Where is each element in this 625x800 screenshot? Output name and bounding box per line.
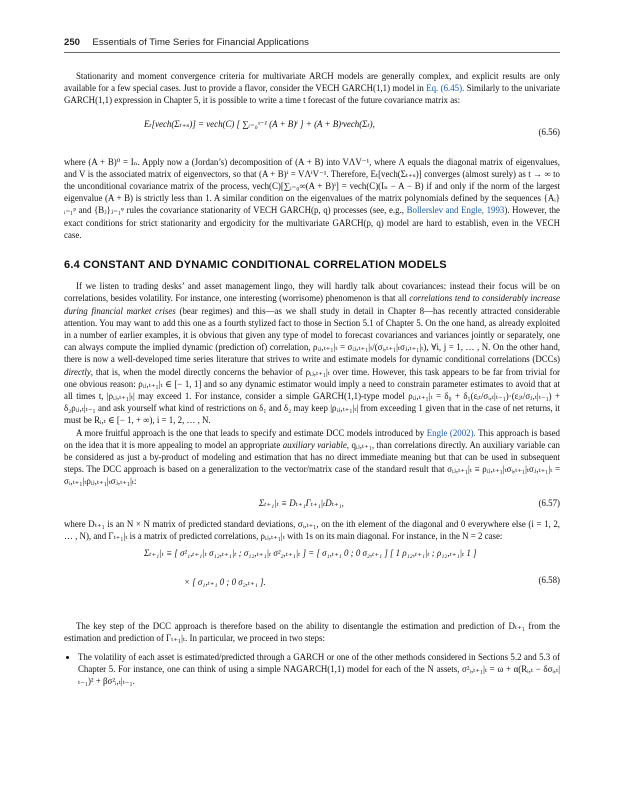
- paragraph-correlations: [64, 280, 560, 426]
- equation-6-58-line2: × [ σ₁,ₜ₊₁ 0 ; 0 σ₂,ₜ₊₁ ].: [184, 577, 266, 588]
- bollerslev-engle-link[interactable]: Bollerslev and Engle, 1993: [406, 205, 505, 216]
- para2-text-a: where (A + B)⁰ = Iₙ. Apply now a (Jordan’s) decomposition of (A + B) into VΛV⁻¹, where Λ equals the diagonal matrix of eigenvalues, and V is the associated matrix of eigenvectors, so that (A + B)ⁱ = VΛⁱV⁻¹. Therefore, Eₜ[vech(Σₜ₊ₛ)] converges (almost surely) as t → ∞ to the unconditional covariance matrix of the process, vech(C)[∑ᵢ₌₀∞(A + B)ⁱ] = vech(C)(Iₙ − A − B) if and only if the norm of the largest eigenvalue (A + B) is strictly less than 1. A similar condition on the eigenvalues of the matrix polynomials defined by the sequences {Aᵢ}ᵢ₌₁ᵖ and {Bⱼ}ⱼ₌₁ᵠ rules the covariance stationarity of VECH GARCH(p, q) processes (see, e.g.,: [64, 156, 560, 216]
- para1-text-b: Similarly to the univariate GARCH(1,1) expression in Chapter 5, it is possible to write a time t forecast of the future covariance matrix as:: [64, 83, 560, 106]
- equation-6-58-number: (6.58): [538, 575, 560, 586]
- list-item: • The volatility of each asset is estimated/predicted through a GARCH or one of the other methods considered in Sections 5.2 and 5.3 of Chapter 5. For instance, one can think of using a simple NAGARCH(1,1) model for each of the N assets, σ²ᵢ,ₜ₊₁|ₜ = ω + α(Rᵢ,ₜ − δσᵢ,ₜ|ₜ₋₁)² + βσ²ᵢ,ₜ|ₜ₋₁.: [78, 651, 560, 688]
- para4-emphasis: auxiliary variable: [282, 439, 347, 450]
- equation-6-57-body: Σₜ₊₁|ₜ ≡ Dₜ₊₁Γₜ₊₁|ₜDₜ₊₁,: [259, 497, 344, 508]
- para3-emphasis: correlations tend to considerably increase during financial market crises: [64, 293, 560, 316]
- para4-text-b: This approach is based on the idea that it is more appealing to model an appropriate: [64, 427, 560, 450]
- para3-emphasis-directly: directly: [64, 366, 91, 377]
- book-title: Essentials of Time Series for Financial Applications: [92, 37, 309, 48]
- para2-text-b: ). However, the exact conditions for strict stationarity and ergodicity for the multivariate GARCH(p, q) model are hard to establish, even in the VECH case.: [64, 205, 560, 240]
- equation-6-56-body: Eₜ[vech(Σₜ₊ₛ)] = vech(C) [ ∑ᵢ₌₀ˢ⁻¹ (A + B)ⁱ ] + (A + B)ˢvech(Σₜ),: [144, 118, 375, 129]
- paragraph-key-step: The key step of the DCC approach is therefore based on the ability to disentangle the estimation and prediction of Dₜ₊₁ from the estimation and prediction of Γₜ₊₁|ₜ. In particular, we proceed in two steps:: [64, 621, 560, 644]
- section-heading: 6.4 CONSTANT AND DYNAMIC CONDITIONAL CORRELATION MODELS: [64, 259, 447, 272]
- para3-text-c: , that is, when the model directly concerns the behavior of ρᵢⱼ,ₜ₊₁|ₜ over time. However, this task appears to be far from trivial for one obvious reason: ρᵢⱼ,ₜ₊₁|ₜ ∈ [− 1, 1] and so any dynamic estimator would imply a need to constrain parameter estimates to avoid that at all times t, |ρᵢⱼ,ₜ₊₁|ₜ| may exceed 1. For instance, consider a simple GARCH(1,1)-type model ρᵢⱼ,ₜ₊₁|ₜ = δ₀ + δ₁(εᵢₜ/σᵢ,ₜ|ₜ₋₁)·(εⱼₜ/σⱼ,ₜ|ₜ₋₁) + δ₂ρᵢⱼ,ₜ|ₜ₋₁ and ask yourself what kind of restrictions on δ₁ and δ₂ may keep |ρᵢⱼ,ₜ₊₁|ₜ| from exceeding 1 given that in the case of net returns, it must be Rᵢ,ₜ ∈ [− 1, + ∞), i = 1, 2, … , N.: [64, 366, 560, 426]
- paragraph-dcc: [64, 427, 560, 488]
- paragraph-jordan: [64, 156, 560, 241]
- para3-text-a: If we listen to trading desks’ and asset management lingo, they will hardly talk about covariances: instead their focus will be on correlations, besides volatility. For instance, one interesting (worrisome) phenomenon is that all: [64, 281, 560, 304]
- para4-text-a: A more fruitful approach is the one that leads to specify and estimate DCC models introduced by: [76, 427, 427, 438]
- equation-6-57: [64, 492, 560, 514]
- para4-text-c: , qᵢⱼ,ₜ₊₁, than correlations directly. An auxiliary variable can be considered as just a by-product of modeling and estimation that has no direct immediate meaning but that can be used in subsequent steps. The DCC approach is based on a generalization to the vector/matrix case of the standard result that σᵢⱼ,ₜ₊₁|ₜ ≡ ρᵢⱼ,ₜ₊₁|ₜσᵢ,ₜ₊₁|ₜσⱼ,ₜ₊₁|ₜ = σᵢ,ₜ₊₁|ₜρᵢⱼ,ₜ₊₁|ₜσⱼ,ₜ₊₁|ₜ:: [64, 439, 560, 487]
- steps-list: [64, 651, 560, 688]
- equation-6-56: [64, 112, 560, 152]
- equation-6-57-number: (6.57): [538, 497, 560, 508]
- para1-text-a: Stationarity and moment convergence criteria for multivariate ARCH models are generally complex, and explicit results are only available for a few special cases. Just to provide a flavor, consider the VECH GARCH(1,1) model in: [64, 71, 560, 94]
- equation-6-58: [64, 546, 560, 614]
- paragraph-stationarity: [64, 70, 560, 107]
- para3-text-b: (bear regimes) and this—as we shall study in detail in Chapter 8—has recently attracted considerable attention. You may want to add this one as a fourth stylized fact to those in Section 5.1 of Chapter 5. On the one hand, as already exploited in a number of earlier examples, it is obvious that given any type of model to forecast covariances and variances jointly or separately, one can always compute the implied dynamic (prediction of) correlation, ρᵢⱼ,ₜ₊₁|ₜ = σᵢⱼ,ₜ₊₁|ₜ/(σᵢ,ₜ₊₁|ₜσⱼ,ₜ₊₁|ₜ), ∀i, j = 1, … , N. On the other hand, there is now a well-developed time series literature that strives to write and estimate models for dynamic conditional correlations (DCCs): [64, 305, 560, 365]
- equation-6-56-number: (6.56): [538, 126, 560, 137]
- page-number: 250: [64, 37, 81, 48]
- equation-6-58-body: [144, 546, 477, 590]
- paragraph-dmatrix: where Dₜ₊₁ is an N × N matrix of predicted standard deviations, σᵢ,ₜ₊₁, on the ith element of the diagonal and 0 everywhere else (i = 1, 2, … , N), and Γₜ₊₁|ₜ is a matrix of predicted correlations, ρᵢⱼ,ₜ₊₁|ₜ with 1s on its main diagonal. For instance, in the N = 2 case:: [64, 518, 560, 541]
- equation-6-58-line1: Σₜ₊₁|ₜ ≡ [ σ²₁,ₜ₊₁|ₜ σ₁₂,ₜ₊₁|ₜ ; σ₁₂,ₜ₊₁|ₜ σ²₂,ₜ₊₁|ₜ ] = [ σ₁,ₜ₊₁ 0 ; 0 σ₂,ₜ₊₁ ] [ 1 ρ₁₂,ₜ₊₁|ₜ ; ρ₁₂,ₜ₊₁|ₜ 1 ]: [144, 548, 477, 559]
- header-rule: [64, 52, 560, 53]
- engle-2002-link[interactable]: Engle (2002).: [426, 427, 476, 438]
- eq-645-link[interactable]: Eq. (6.45).: [426, 83, 465, 94]
- page-body: [64, 70, 560, 687]
- running-head: [64, 37, 309, 48]
